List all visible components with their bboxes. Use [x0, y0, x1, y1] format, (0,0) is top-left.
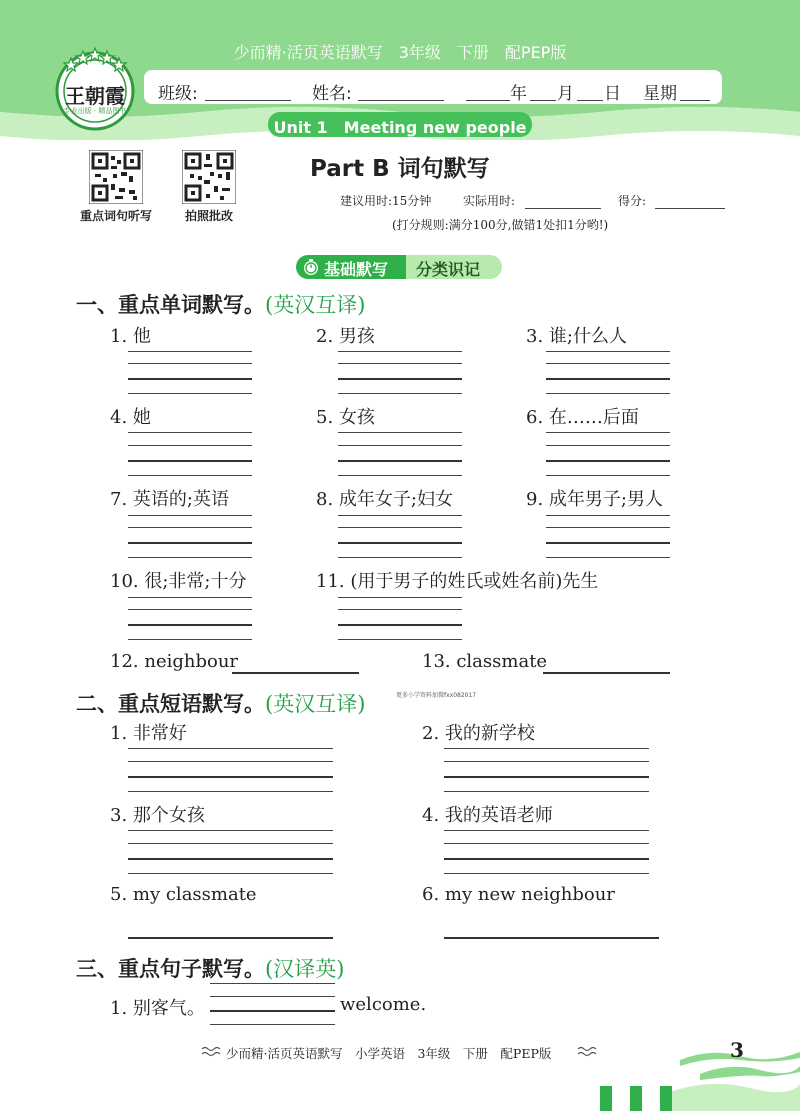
info-bar — [144, 70, 722, 104]
suggested-time: 建议用时:15分钟 — [340, 194, 432, 208]
word-item-11: 11. (用于男子的姓氏或姓名前)先生 — [316, 571, 599, 592]
class-label: 班级: — [158, 84, 198, 104]
actual-time-label: 实际用时: — [463, 194, 516, 208]
phrase-item-1: 1. 非常好 — [110, 723, 187, 744]
wave-left-icon — [200, 1045, 224, 1059]
banner-left-text: 基础默写 — [324, 260, 389, 279]
qr-caption-dictation: 重点词句听写 — [79, 209, 152, 223]
word-item-2: 2. 男孩 — [316, 326, 375, 347]
phrase-item-2: 2. 我的新学校 — [422, 723, 535, 744]
name-label: 姓名: — [312, 84, 352, 104]
section-2-title: 二、重点短语默写。(英汉互译) — [76, 692, 366, 716]
weekday-label: 星期 — [643, 84, 677, 104]
word-item-13: 13. classmate — [422, 651, 548, 672]
word-item-12: 12. neighbour — [110, 651, 239, 672]
logo-text: 王朝霞 — [65, 84, 125, 108]
phrase-item-6: 6. my new neighbour — [422, 884, 615, 905]
qr-code-dictation-icon[interactable] — [89, 150, 143, 204]
footer-decoration — [560, 1030, 800, 1111]
class-field[interactable] — [205, 100, 291, 101]
page-number: 3 — [730, 1038, 744, 1062]
weekday-field[interactable] — [680, 100, 710, 101]
unit-title: Unit 1 Meeting new people — [273, 118, 527, 137]
logo-subtext: 专业出版 · 精品图书 — [63, 107, 127, 115]
score-label: 得分: — [618, 194, 647, 208]
word-item-10: 10. 很;非常;十分 — [110, 571, 247, 592]
day-field[interactable] — [577, 100, 603, 101]
word-item-6: 6. 在……后面 — [526, 407, 639, 428]
day-label: 日 — [604, 84, 621, 104]
sentence-item-1-suffix: welcome. — [340, 994, 427, 1015]
word-item-4: 4. 她 — [110, 407, 151, 428]
scoring-rule: (打分规则:满分100分,做错1处扣1分哟!) — [392, 218, 609, 232]
qr-caption-grading: 拍照批改 — [184, 209, 233, 223]
answer-line-phrase-6[interactable] — [444, 937, 659, 939]
footer-text: 少而精·活页英语默写 小学英语 3年级 下册 配PEP版 — [226, 1046, 552, 1061]
word-item-9: 9. 成年男子;男人 — [526, 489, 663, 510]
phrase-item-5: 5. my classmate — [110, 884, 257, 905]
section-3-hint: (汉译英) — [265, 957, 345, 981]
series-title: 少而精·活页英语默写 3年级 下册 配PEP版 — [233, 43, 567, 62]
answer-line-phrase-5[interactable] — [128, 937, 333, 939]
section-1-title: 一、重点单词默写。(英汉互译) — [76, 293, 366, 317]
word-item-3: 3. 谁;什么人 — [526, 326, 627, 347]
actual-time-field[interactable] — [525, 208, 601, 209]
word-item-5: 5. 女孩 — [316, 407, 375, 428]
stopwatch-icon — [302, 258, 320, 276]
section-3-title: 三、重点句子默写。(汉译英) — [76, 957, 345, 981]
section-2-hint: (英汉互译) — [265, 692, 366, 716]
qr-code-grading-icon[interactable] — [182, 150, 236, 204]
month-field[interactable] — [530, 100, 556, 101]
year-label: 年 — [510, 84, 527, 104]
section-1-hint: (英汉互译) — [265, 293, 366, 317]
score-field[interactable] — [655, 208, 725, 209]
publisher-logo — [52, 46, 138, 132]
phrase-item-4: 4. 我的英语老师 — [422, 805, 553, 826]
word-item-8: 8. 成年女子;妇女 — [316, 489, 453, 510]
watermark-note: 更多小学资料加微fxx082017 — [396, 692, 477, 699]
word-item-1: 1. 他 — [110, 326, 151, 347]
word-item-7: 7. 英语的;英语 — [110, 489, 229, 510]
part-title: Part B 词句默写 — [310, 156, 490, 182]
answer-line-13[interactable] — [543, 672, 670, 674]
month-label: 月 — [557, 84, 574, 104]
sentence-item-1-prefix: 1. 别客气。 — [110, 998, 205, 1019]
answer-line-12[interactable] — [232, 672, 359, 674]
phrase-item-3: 3. 那个女孩 — [110, 805, 205, 826]
banner-right-text: 分类识记 — [416, 260, 481, 279]
year-field[interactable] — [466, 100, 510, 101]
name-field[interactable] — [358, 100, 444, 101]
